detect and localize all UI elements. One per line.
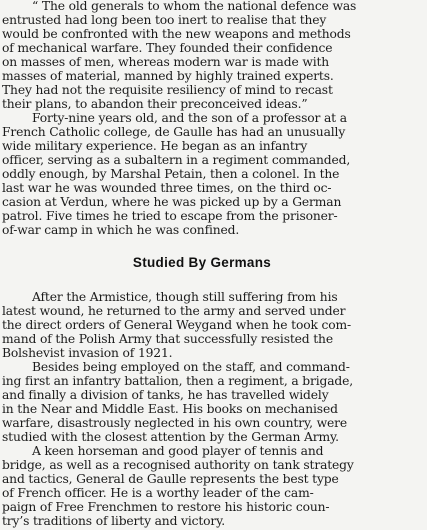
text-line: entrusted had long been too inert to realise that they — [2, 13, 327, 28]
text-line: After the Armistice, though still suffering from his — [32, 290, 338, 305]
text-line: officer, serving as a subaltern in a regiment commanded, — [2, 152, 351, 167]
text-line: of mechanical warfare. They founded their confidence — [2, 41, 333, 56]
text-line: patrol. Five times he tried to escape from the prisoner- — [2, 208, 338, 223]
text-line: and tactics, General de Gaulle represents the best type — [2, 472, 339, 487]
text-line: paign of Free Frenchmen to restore his historic coun- — [2, 500, 330, 514]
text-line: They had not the requisite resiliency of mind to recast — [2, 83, 333, 98]
section-heading: Studied By Germans — [132, 254, 272, 270]
text-line: try’s traditions of liberty and victory. — [2, 514, 226, 528]
text-line: their plans, to abandon their preconceived ideas.” — [2, 97, 308, 112]
text-line: on masses of men, whereas modern war is made with — [2, 55, 330, 70]
text-line: of French officer. He is a worthy leader of the cam- — [2, 486, 314, 501]
text-line: A keen horseman and good player of tennis and — [32, 444, 324, 459]
text-line: bridge, as well as a recognised authority on tank strategy — [2, 458, 354, 473]
text-line: “ The old generals to whom the national defence was — [32, 0, 357, 14]
text-line: the direct orders of General Weygand when he took com- — [2, 318, 352, 333]
text-line: oddly enough, by Marshal Petain, then a colonel. In the — [2, 166, 340, 181]
text-line: last war he was wounded three times, on the third oc- — [2, 180, 332, 195]
text-line: would be confronted with the new weapons and methods — [2, 27, 351, 42]
text-line: mand of the Polish Army that successfully resisted the — [2, 332, 333, 347]
text-line: studied with the closest attention by the German Army. — [2, 430, 339, 445]
text-line: Forty-nine years old, and the son of a professor at a — [32, 111, 347, 125]
text-line: wide military experience. He began as an infantry — [2, 139, 308, 153]
text-line: masses of material, manned by highly trained experts. — [2, 69, 334, 84]
text-line: ing first an infantry battalion, then a regiment, a brigade, — [2, 374, 354, 389]
text-line: French Catholic college, de Gaulle has had an unusually — [2, 125, 346, 139]
text-line: casion at Verdun, where he was picked up by a German — [2, 194, 342, 209]
text-line: latest wound, he returned to the army and served under — [2, 304, 346, 319]
text-line: and finally a division of tanks, he has travelled widely — [2, 388, 329, 403]
text-line: of-war camp in which he was confined. — [2, 222, 240, 237]
text-line: warfare, disastrously neglected in his own country, were — [2, 416, 347, 431]
text-line: Besides being employed on the staff, and command- — [32, 360, 350, 375]
text-line: in the Near and Middle East. His books on mechanised — [2, 402, 338, 417]
text-line: Bolshevist invasion of 1921. — [2, 346, 173, 361]
